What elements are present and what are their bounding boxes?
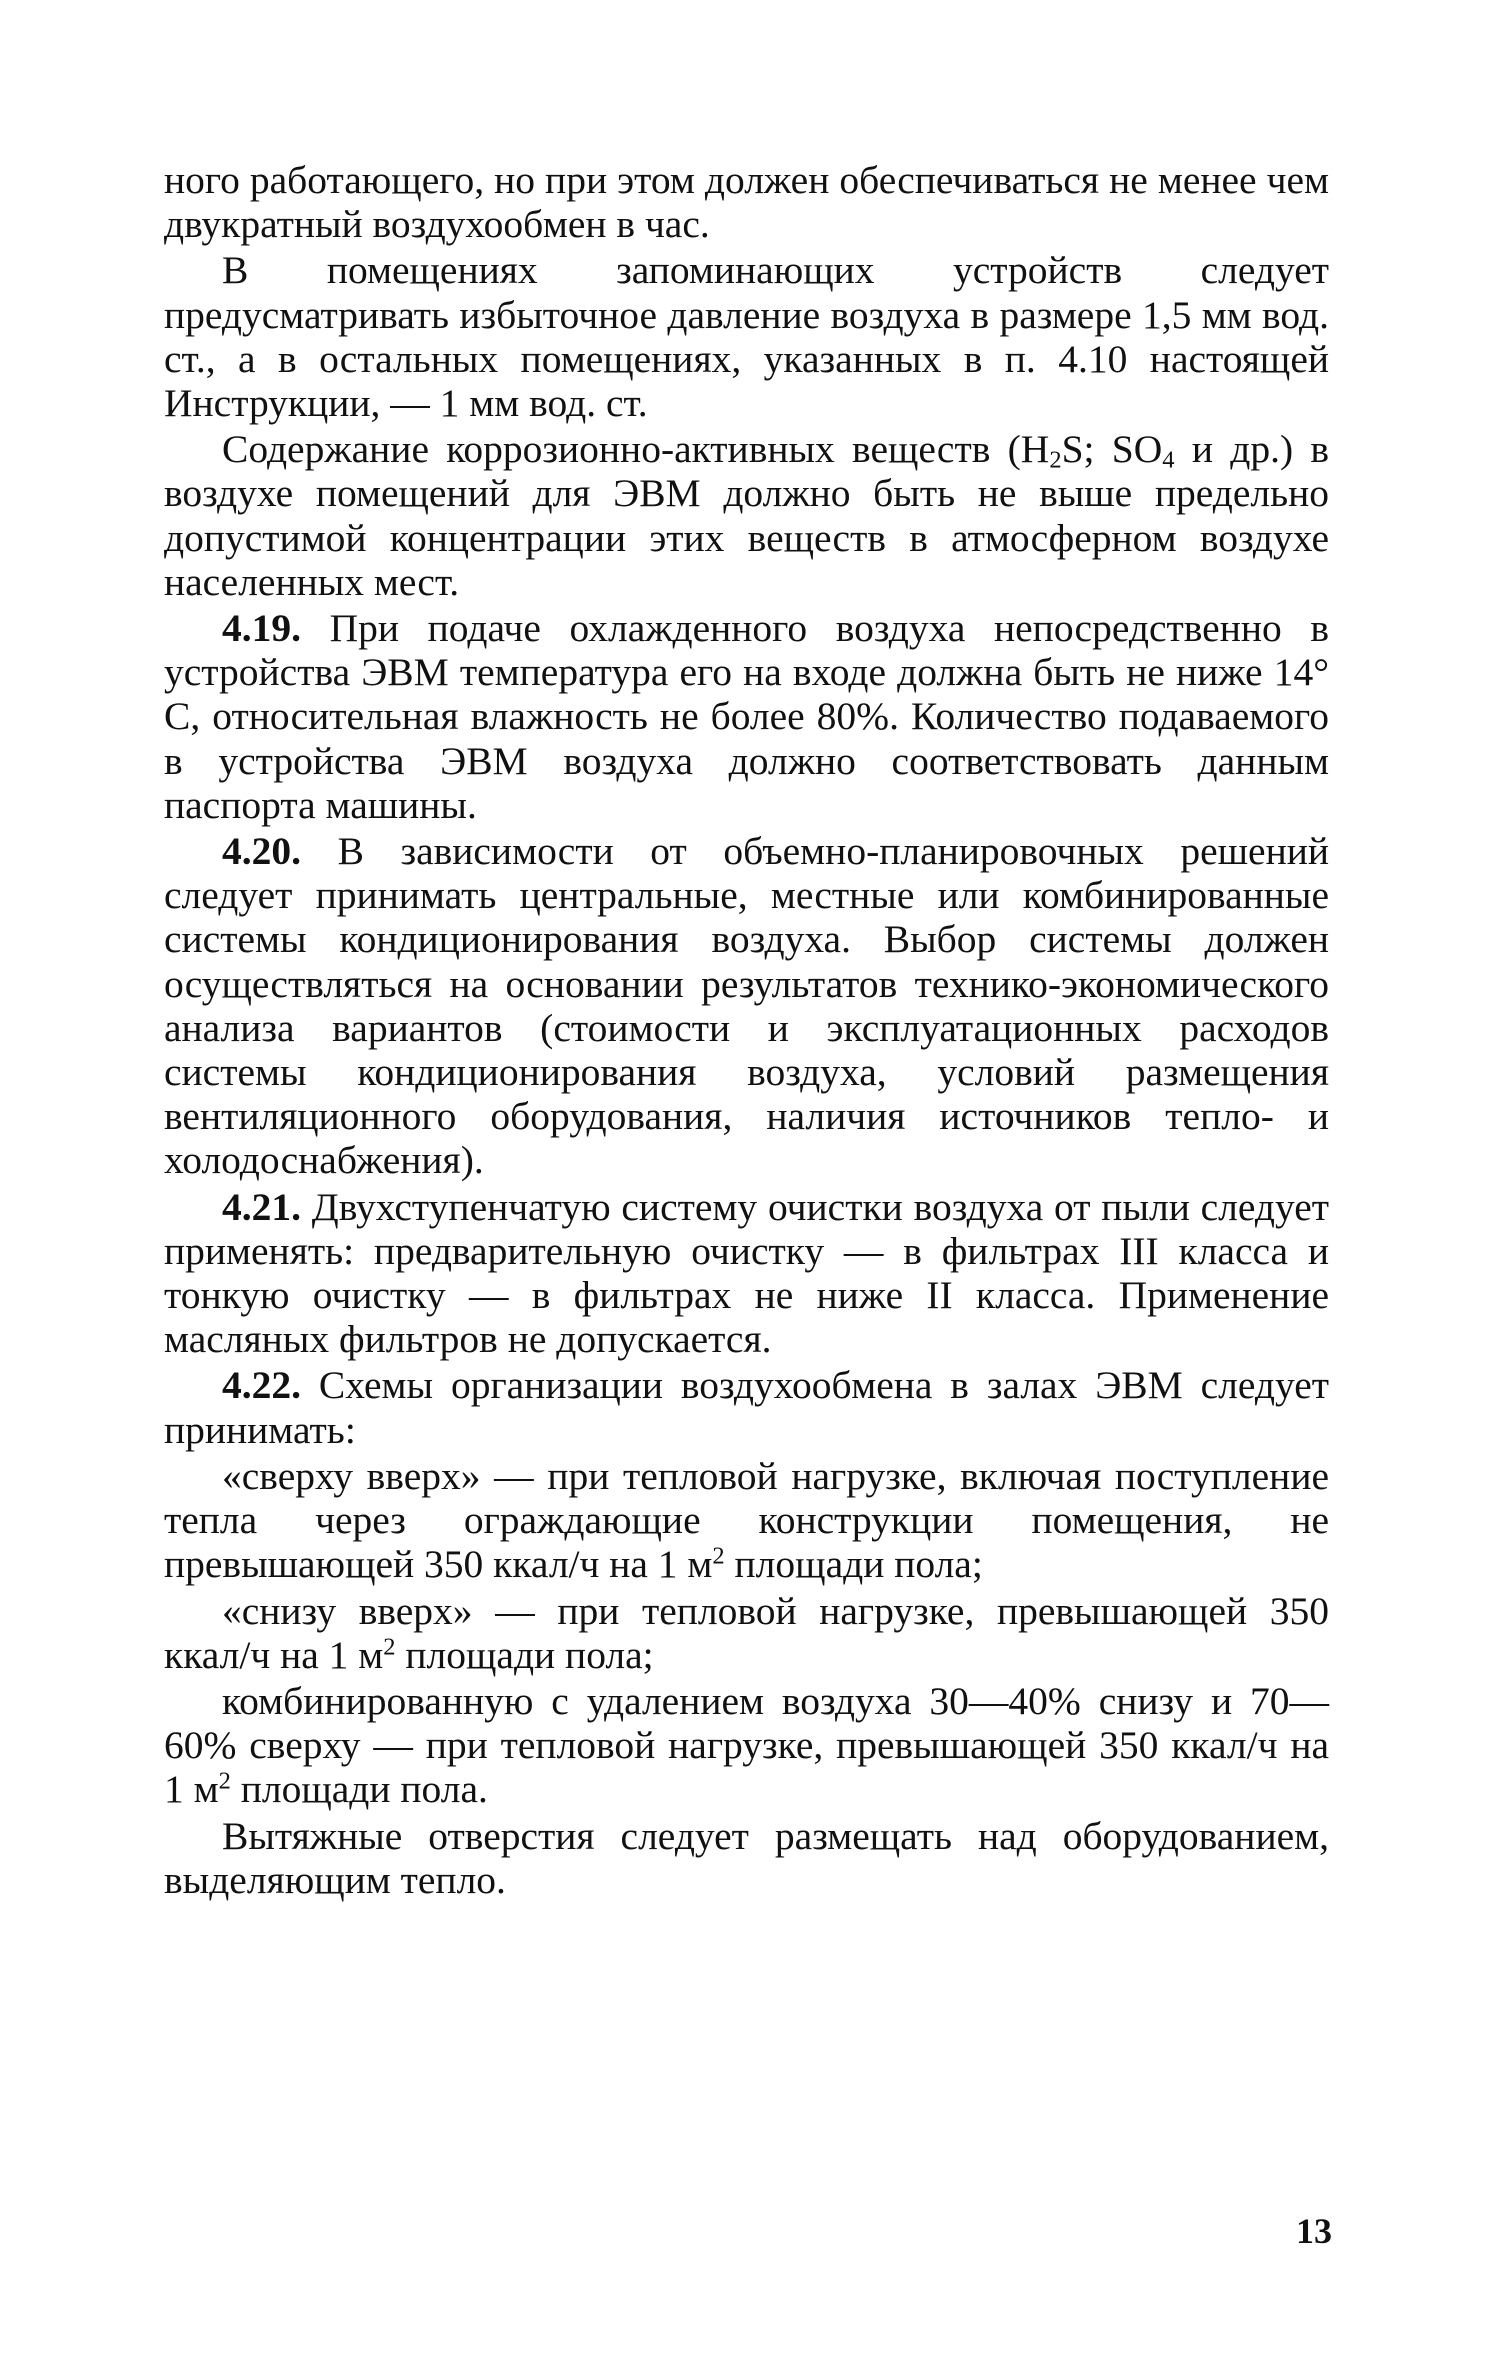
paragraph-clause-4-19	[164, 606, 1329, 827]
clause-text: В зависимости от объемно-планировочных решений следует принимать центральные, местные или комбинированные системы кондиционирования воздуха. Выбор системы должен осуществляться на основании результатов технико-экономического анализа вариантов (стоимости и эксплуатационных расходов системы кондиционирования воздуха, условий размещения вентиляционного оборудования, наличия источников тепло- и холодоснабжения).	[164, 829, 1329, 1183]
clause-text: Двухступенчатую систему очистки воздуха от пыли следует применять: предварительную очистку — в фильтрах III класса и тонкую очистку — в фильтрах не ниже II класса. Применение масляных фильтров не допускается.	[164, 1184, 1329, 1362]
text-fragment: площади пола.	[230, 1767, 488, 1812]
superscript: 2	[218, 1767, 231, 1795]
clause-text: Схемы организации воздухообмена в залах ЭВМ следует принимать:	[164, 1363, 1329, 1452]
text-fragment: комбинированную с удалением воздуха 30—40% снизу и 70—60% сверху — при тепловой нагрузке, превышающей 350 ккал/ч на 1 м	[164, 1678, 1329, 1812]
paragraph-clause-4-21	[164, 1185, 1329, 1362]
document-page	[164, 158, 1329, 1904]
text-fragment: Содержание коррозионно-активных веществ (H	[222, 427, 1050, 472]
paragraph-exhaust-openings: Вытяжные отверстия следует размещать над оборудованием, выделяющим тепло.	[164, 1813, 1329, 1902]
text-fragment: «сверху вверх» — при тепловой нагрузке, включая поступление тепла через ограждающие конструкции помещения, не превышающей 350 ккал/ч на 1 м	[164, 1453, 1329, 1587]
paragraph-storage-pressure: В помещениях запоминающих устройств следует предусматривать избыточное давление воздуха в размере 1,5 мм вод. ст., а в остальных помещениях, указанных в п. 4.10 настоящей Инструкции, — 1 мм вод. ст.	[164, 248, 1329, 426]
superscript: 2	[383, 1633, 396, 1661]
paragraph-clause-4-20	[164, 829, 1329, 1183]
text-fragment: и др.) в воздухе помещений для ЭВМ должно быть не выше предельно допустимой концентрации этих веществ в атмосферном воздухе населенных мест.	[164, 427, 1330, 604]
subscript: 4	[1162, 446, 1175, 474]
clause-text: При подаче охлажденного воздуха непосредственно в устройства ЭВМ температура его на входе должна быть не ниже 14° С, относительная влажность не более 80%. Количество подаваемого в устройства ЭВМ воздуха должно соответствовать данным паспорта машины.	[164, 606, 1329, 827]
paragraph-corrosive-substances	[164, 427, 1329, 604]
clause-number: 4.21.	[222, 1184, 301, 1229]
clause-number: 4.22.	[222, 1363, 301, 1408]
paragraph-continuation: ного работающего, но при этом должен обеспечиваться не менее чем двукратный воздухообмен в час.	[164, 158, 1329, 247]
text-fragment: площади пола;	[724, 1542, 983, 1587]
subscript: 2	[1049, 446, 1062, 474]
paragraph-top-up-scheme	[164, 1454, 1329, 1587]
paragraph-bottom-up-scheme	[164, 1589, 1329, 1677]
page-number: 13	[1296, 2211, 1332, 2251]
clause-number: 4.20.	[222, 829, 301, 874]
paragraph-clause-4-22	[164, 1363, 1329, 1451]
text-fragment: площади пола;	[395, 1632, 654, 1677]
text-fragment: S; SO	[1061, 427, 1163, 472]
paragraph-combined-scheme	[164, 1679, 1329, 1812]
text-fragment: «снизу вверх» — при тепловой нагрузке, превышающей 350 ккал/ч на 1 м	[164, 1588, 1329, 1677]
superscript: 2	[712, 1542, 725, 1570]
clause-number: 4.19.	[222, 606, 301, 651]
